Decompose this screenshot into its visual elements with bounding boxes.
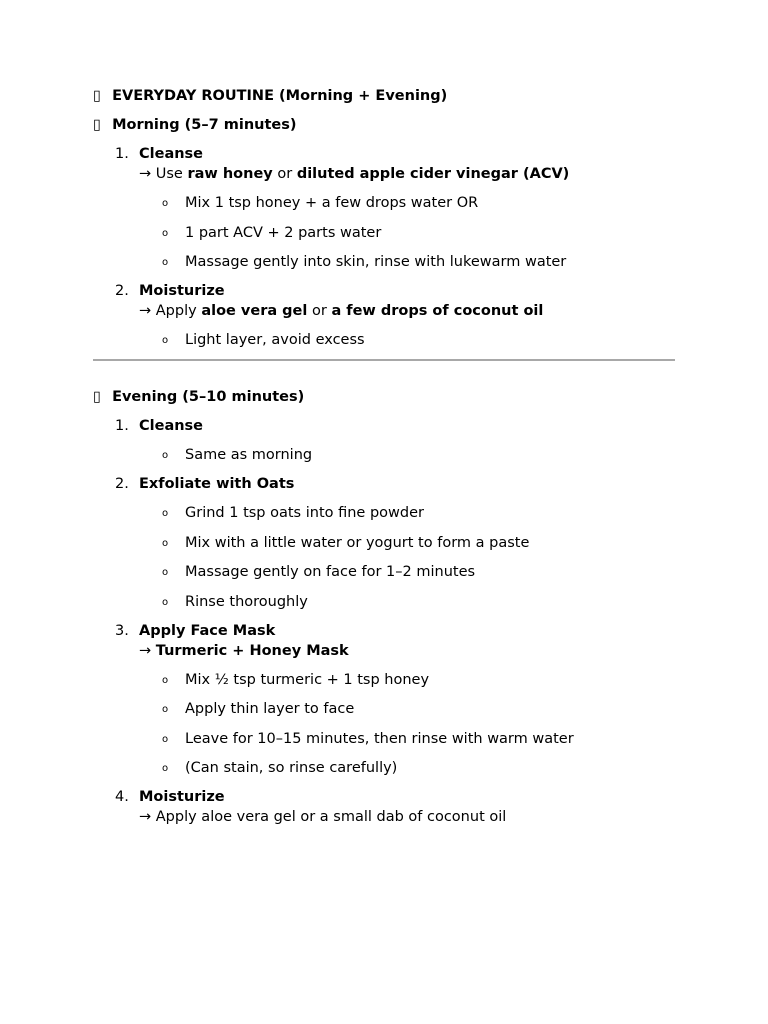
substep-list	[139, 445, 675, 465]
hollow-bullet-icon: o	[162, 704, 169, 715]
step-title: Apply Face Mask	[139, 622, 276, 639]
step-note-segment: → Use	[139, 166, 188, 182]
step-note-segment: →	[139, 642, 156, 659]
hollow-bullet-icon: o	[162, 733, 169, 745]
substep-item	[139, 252, 675, 272]
substep-item	[139, 562, 675, 582]
step-number: 1.	[115, 418, 129, 434]
step-note	[139, 301, 675, 321]
step-item	[93, 787, 675, 827]
step-note-segment: raw honey	[187, 166, 273, 182]
morning-section	[93, 115, 675, 350]
step-title: Cleanse	[139, 418, 204, 434]
step-number: 4.	[115, 789, 129, 805]
evening-section	[93, 387, 675, 827]
hollow-bullet-icon: o	[162, 335, 169, 346]
hollow-bullet-icon: o	[162, 227, 169, 239]
hollow-bullet-icon: o	[162, 508, 169, 519]
step-item	[93, 416, 675, 465]
morning-steps-list	[93, 144, 675, 350]
substep-text: Apply thin layer to face	[185, 701, 355, 717]
morning-heading	[93, 115, 675, 135]
substep-item	[139, 445, 675, 465]
evening-steps-list	[93, 416, 675, 827]
step-note-segment: a few drops of coconut oil	[331, 303, 544, 319]
substep-item	[139, 330, 675, 350]
substep-list	[139, 670, 675, 779]
substep-text: (Can stain, so rinse carefully)	[185, 760, 398, 776]
substep-text: Leave for 10–15 minutes, then rinse with warm water	[185, 730, 574, 747]
step-note-segment: → Apply aloe vera gel or a small dab of coconut oil	[139, 809, 507, 825]
substep-item	[139, 670, 675, 690]
step-title: Exfoliate with Oats	[139, 476, 295, 492]
step-note-segment: diluted apple cider vinegar (ACV)	[296, 166, 570, 182]
step-item	[93, 281, 675, 350]
evening-heading	[93, 387, 675, 407]
substep-item	[139, 223, 675, 243]
substep-text: Rinse thoroughly	[185, 593, 308, 610]
hollow-bullet-icon: o	[162, 537, 169, 549]
morning-heading-text: Morning (5–7 minutes)	[112, 117, 297, 133]
unknown-glyph-icon: ▯	[93, 389, 101, 405]
substep-text: Massage gently into skin, rinse with lukewarm water	[185, 254, 567, 270]
step-note-segment: Turmeric + Honey Mask	[155, 642, 349, 659]
step-note-segment: or	[272, 166, 297, 182]
substep-list	[139, 503, 675, 612]
hollow-bullet-icon: o	[162, 674, 169, 686]
step-number: 1.	[115, 146, 129, 162]
substep-text: Light layer, avoid excess	[185, 332, 365, 348]
step-title: Moisturize	[139, 789, 225, 805]
substep-text: 1 part ACV + 2 parts water	[185, 224, 382, 241]
substep-item	[139, 533, 675, 553]
substep-item	[139, 503, 675, 523]
step-note-segment: → Apply	[139, 303, 202, 319]
substep-item	[139, 592, 675, 612]
step-item	[93, 621, 675, 779]
page-title	[93, 86, 675, 106]
step-note	[139, 164, 675, 184]
step-note-segment: aloe vera gel	[201, 303, 308, 319]
substep-list	[139, 193, 675, 272]
step-item	[93, 144, 675, 272]
substep-item	[139, 699, 675, 719]
step-note-segment: or	[307, 303, 332, 319]
substep-item	[139, 729, 675, 749]
section-divider-wrap	[93, 359, 675, 361]
hollow-bullet-icon: o	[162, 596, 169, 608]
hollow-bullet-icon: o	[162, 567, 169, 578]
unknown-glyph-icon: ▯	[93, 117, 101, 133]
substep-text: Mix with a little water or yogurt to form a paste	[185, 534, 530, 551]
unknown-glyph-icon: ▯	[93, 88, 101, 104]
step-note	[139, 641, 675, 661]
hollow-bullet-icon: o	[162, 257, 169, 268]
step-note	[139, 807, 675, 827]
substep-text: Grind 1 tsp oats into fine powder	[185, 505, 424, 521]
evening-heading-text: Evening (5–10 minutes)	[112, 389, 305, 405]
substep-list	[139, 330, 675, 350]
substep-item	[139, 193, 675, 213]
hollow-bullet-icon: o	[162, 198, 169, 209]
substep-text: Mix ½ tsp turmeric + 1 tsp honey	[185, 671, 430, 688]
step-number: 2.	[115, 283, 129, 299]
page-title-text: EVERYDAY ROUTINE (Morning + Evening)	[112, 88, 448, 104]
step-title: Moisturize	[139, 283, 225, 299]
section-divider	[93, 359, 675, 361]
substep-text: Mix 1 tsp honey + a few drops water OR	[185, 195, 479, 211]
step-number: 3.	[115, 622, 129, 639]
substep-text: Same as morning	[185, 447, 313, 463]
hollow-bullet-icon: o	[162, 763, 169, 774]
step-number: 2.	[115, 476, 129, 492]
step-item	[93, 474, 675, 612]
substep-item	[139, 758, 675, 778]
step-title: Cleanse	[139, 146, 204, 162]
document-page	[93, 86, 675, 836]
substep-text: Massage gently on face for 1–2 minutes	[185, 564, 476, 580]
hollow-bullet-icon: o	[162, 450, 169, 461]
